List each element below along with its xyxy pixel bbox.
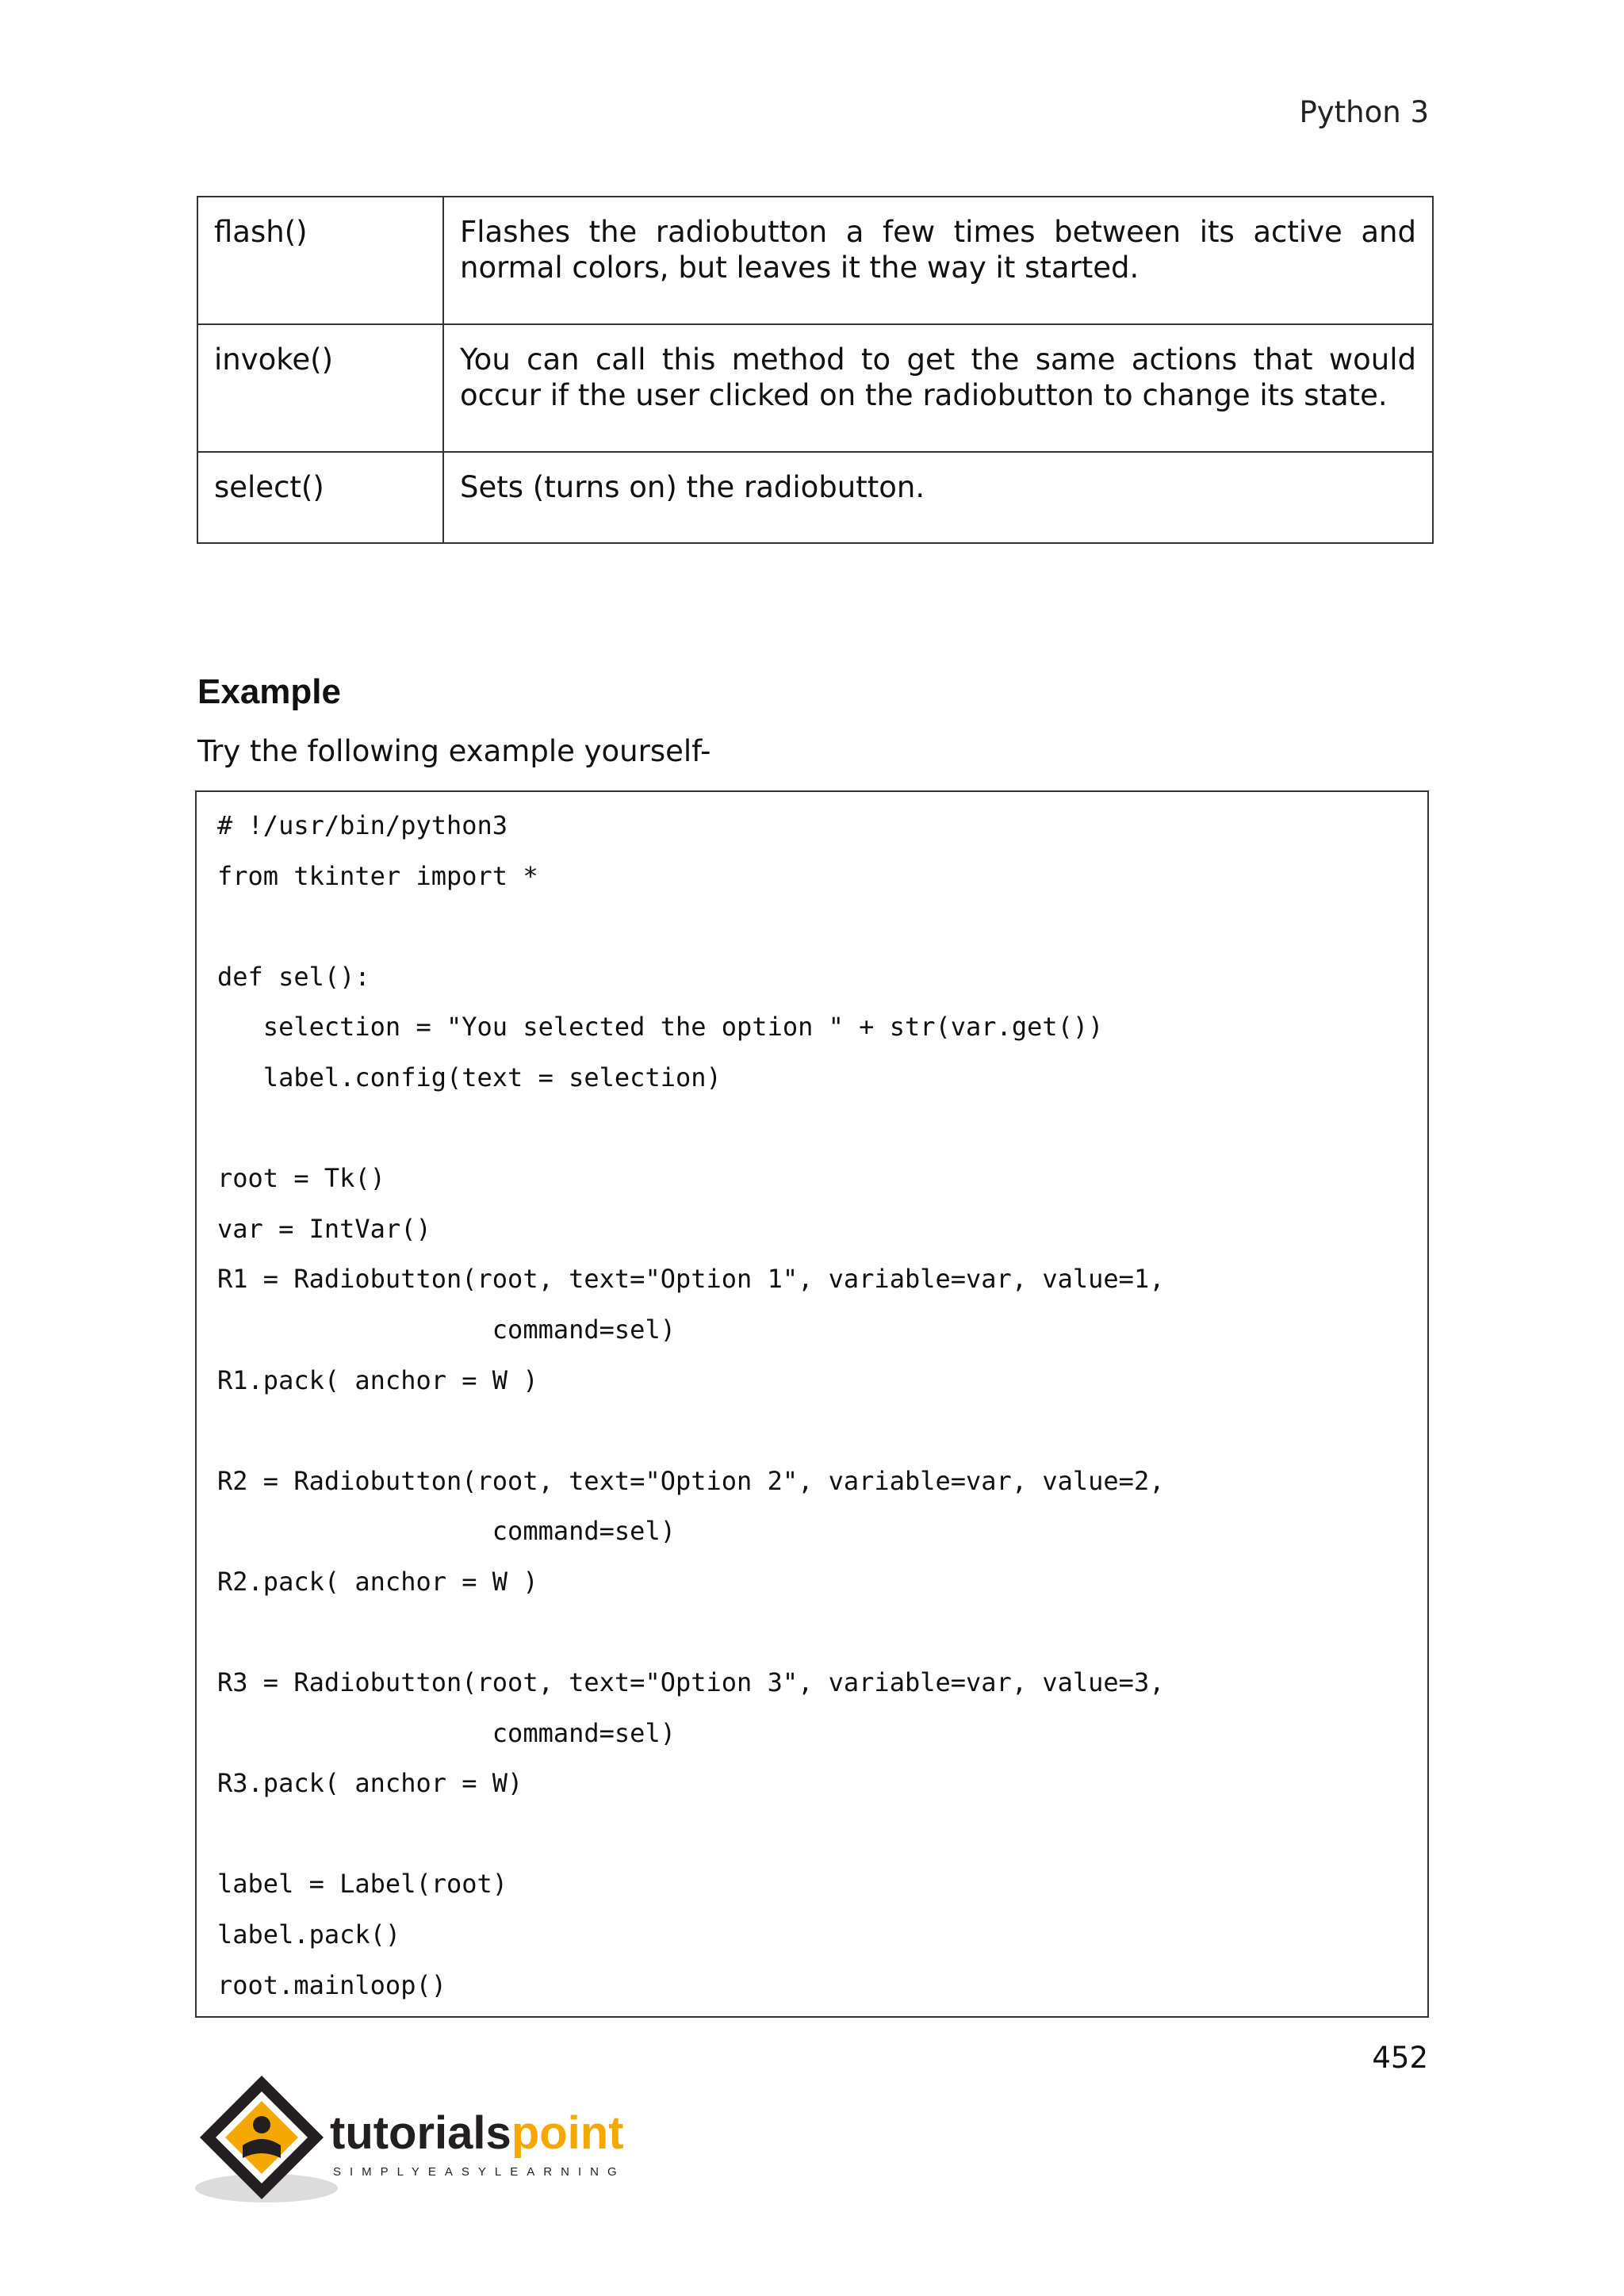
code-line: from tkinter import * — [217, 860, 538, 891]
code-line: R1 = Radiobutton(root, text="Option 1", variable=var, value=1, — [217, 1264, 1165, 1295]
code-line — [217, 1112, 1407, 1163]
section-intro: Try the following example yourself- — [197, 734, 711, 768]
method-name: invoke() — [197, 324, 443, 452]
code-line: R2 = Radiobutton(root, text="Option 2", variable=var, value=2, — [217, 1465, 1165, 1496]
code-line — [217, 1818, 1407, 1869]
code-line: command=sel) — [217, 1516, 676, 1547]
code-line: # !/usr/bin/python3 — [217, 810, 508, 840]
method-name: select() — [197, 452, 443, 543]
tutorialspoint-logo — [190, 2069, 666, 2215]
code-line: label.config(text = selection) — [217, 1062, 722, 1093]
code-line: R3 = Radiobutton(root, text="Option 3", variable=var, value=3, — [217, 1667, 1165, 1698]
code-line: var = IntVar() — [217, 1213, 431, 1244]
code-line — [217, 1617, 1407, 1667]
code-line: label = Label(root) — [217, 1869, 508, 1900]
code-line: root.mainloop() — [217, 1969, 446, 2000]
code-line — [217, 910, 1407, 961]
logo-wordmark — [330, 2107, 624, 2159]
method-name: flash() — [197, 197, 443, 324]
code-line: selection = "You selected the option " + str(var.get()) — [217, 1012, 1104, 1043]
logo-wordmark-part2: point — [511, 2107, 624, 2159]
table-row — [197, 324, 1433, 452]
code-line: def sel(): — [217, 961, 370, 992]
methods-table — [197, 196, 1434, 544]
section-heading: Example — [197, 672, 341, 711]
page-number: 452 — [1372, 2041, 1428, 2075]
code-line — [217, 1414, 1407, 1465]
logo-tagline: SIMPLYEASYLEARNING — [333, 2165, 626, 2179]
method-description: Flashes the radiobutton a few times between its active and normal colors, but leaves it the way it started. — [443, 197, 1433, 324]
code-line: root = Tk() — [217, 1163, 385, 1194]
table-row — [197, 452, 1433, 543]
code-line: label.pack() — [217, 1919, 401, 1950]
logo-wordmark-part1: tutorials — [330, 2107, 511, 2159]
code-line: R1.pack( anchor = W ) — [217, 1364, 538, 1395]
table-row — [197, 197, 1433, 324]
method-description: Sets (turns on) the radiobutton. — [443, 452, 1433, 543]
code-line: command=sel) — [217, 1717, 676, 1748]
code-block — [195, 790, 1429, 2018]
running-header: Python 3 — [1299, 95, 1429, 129]
code-line: R3.pack( anchor = W) — [217, 1768, 523, 1799]
code-line: R2.pack( anchor = W ) — [217, 1566, 538, 1597]
method-description: You can call this method to get the same actions that would occur if the user clicked on the radiobutton to change its state. — [443, 324, 1433, 452]
code-line: command=sel) — [217, 1314, 676, 1345]
